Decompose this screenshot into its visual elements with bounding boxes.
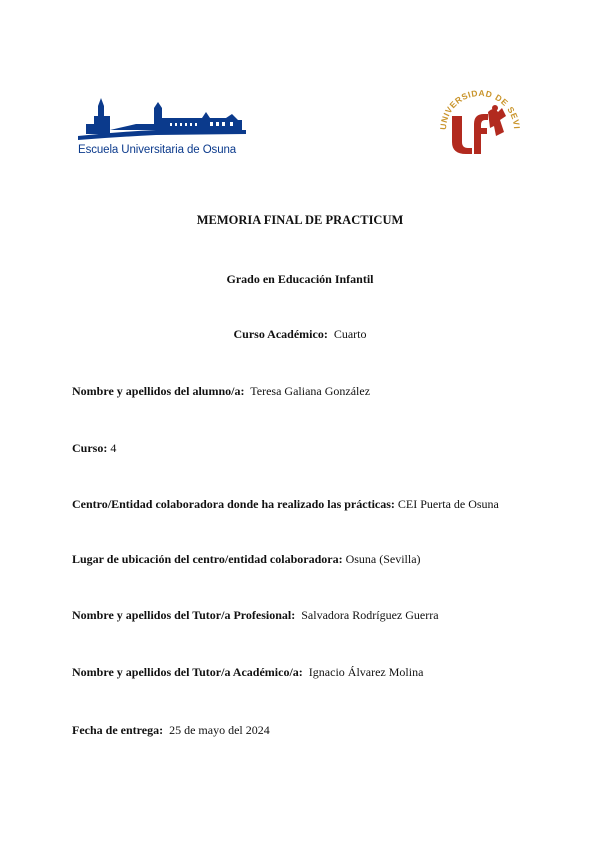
- field-professional-tutor: [72, 608, 439, 623]
- osuna-building-skyline-icon: [76, 94, 248, 144]
- field-value: Teresa Galiana González: [250, 384, 371, 398]
- field-center: [72, 497, 499, 512]
- field-value: 25 de mayo del 2024: [169, 723, 270, 737]
- field-value: 4: [110, 441, 117, 455]
- field-course: [72, 441, 116, 456]
- field-value: Osuna (Sevilla): [345, 552, 421, 566]
- field-label: Nombre y apellidos del alumno/a:: [72, 384, 245, 398]
- field-value: Salvadora Rodríguez Guerra: [301, 608, 439, 622]
- field-delivery-date: [72, 723, 270, 738]
- degree-name: Grado en Educación Infantil: [226, 272, 374, 286]
- field-label: Centro/Entidad colaboradora donde ha realizado las prácticas:: [72, 497, 395, 511]
- field-label: Nombre y apellidos del Tutor/a Académico/a:: [72, 665, 303, 679]
- field-student-name: [72, 384, 370, 399]
- universidad-de-sevilla-seal-icon: [432, 76, 528, 162]
- escuela-osuna-logo: [76, 94, 248, 160]
- field-label: Fecha de entrega:: [72, 723, 164, 737]
- document-title: MEMORIA FINAL DE PRACTICUM: [196, 213, 404, 227]
- universidad-sevilla-logo: [432, 76, 528, 162]
- academic-year: [0, 327, 600, 342]
- field-value: Ignacio Álvarez Molina: [308, 665, 424, 679]
- field-label: Lugar de ubicación del centro/entidad colaboradora:: [72, 552, 343, 566]
- seal-arc-text: UNIVERSIDAD DE SEVI: [437, 87, 523, 131]
- field-location: [72, 552, 421, 567]
- field-label: Nombre y apellidos del Tutor/a Profesional:: [72, 608, 296, 622]
- field-label: Curso:: [72, 441, 108, 455]
- academic-year-label: Curso Académico:: [233, 327, 328, 341]
- field-academic-tutor: [72, 665, 423, 680]
- field-value: CEI Puerta de Osuna: [397, 497, 499, 511]
- academic-year-value: Cuarto: [333, 327, 367, 341]
- escuela-osuna-caption: Escuela Universitaria de Osuna: [78, 144, 237, 156]
